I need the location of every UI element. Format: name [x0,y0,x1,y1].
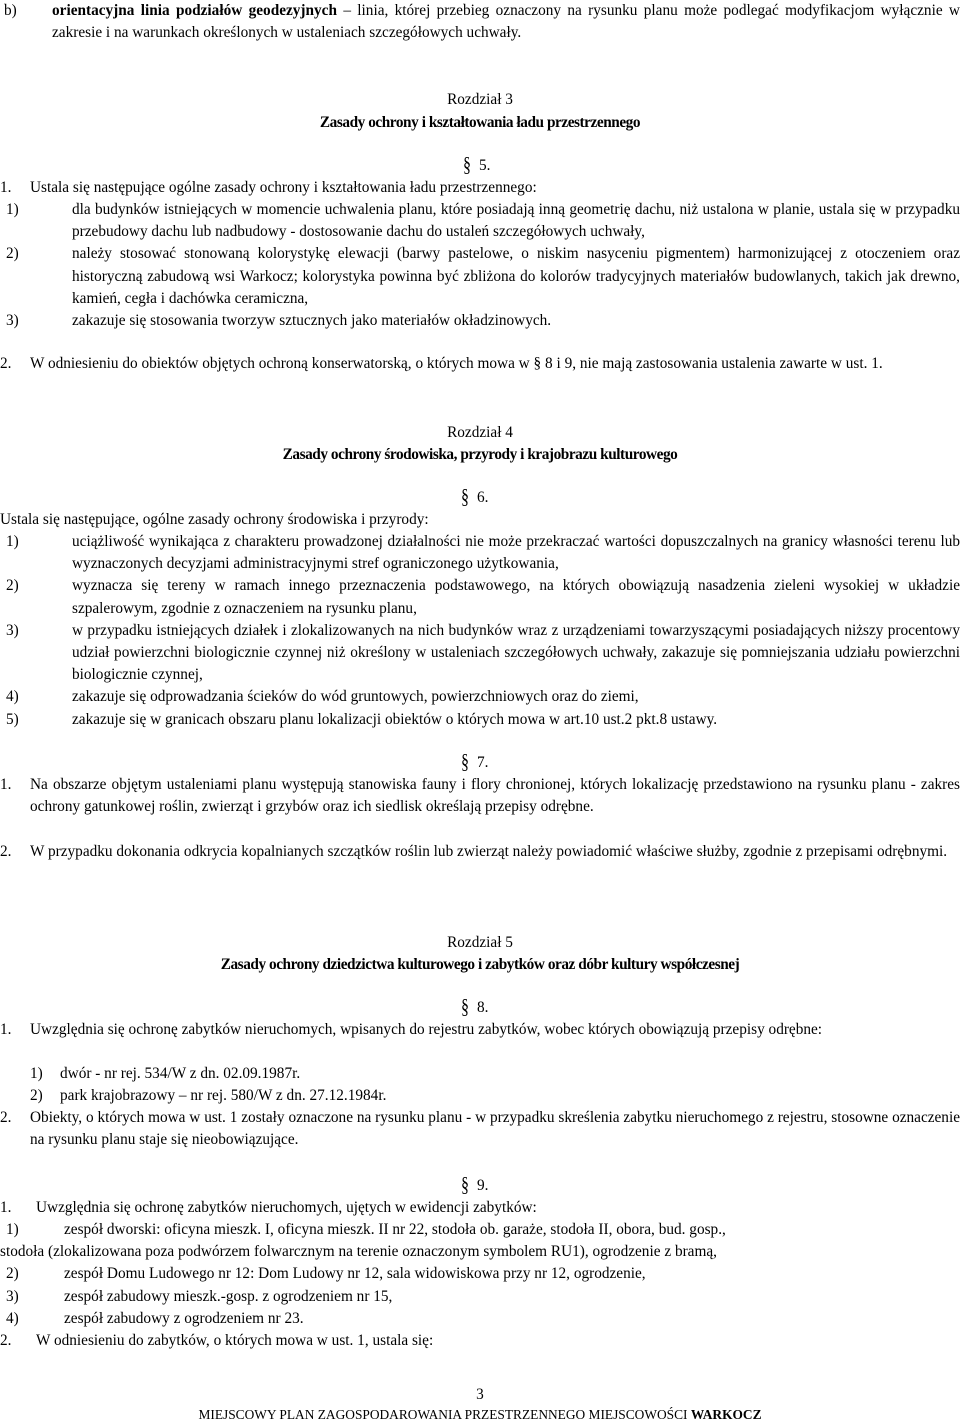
list-item-text: zakazuje się stosowania tworzyw sztucznych jako materiałów okładzinowych. [72,312,552,330]
chapter-4-label: Rozdział 4 [447,424,513,441]
list-item-text: zakazuje się odprowadzania ścieków do wód gruntowych, powierzchniowych oraz do ziemi, [72,688,639,706]
section-7-heading [461,752,521,774]
list-item [0,686,960,708]
section-5-heading [463,155,523,177]
page-number: 3 [476,1386,484,1403]
section-6-list [0,531,960,731]
section-9-p1 [0,1197,960,1219]
section-number: 9. [477,1177,489,1194]
item-body: – linia, której przebieg oznaczony na rysunku planu może podlegać modyfikacjom wyłącznie w zakresie i na warunkach określonych w ustaleniach szczegółowych uchwały. [52,2,960,42]
list-item-number: 2) [30,1087,43,1105]
paragraph-text: Na obszarze objętym ustaleniami planu występują stanowiska fauny i flory chronionej, których lokalizację przedstawiono na rysunku planu - zakres ochrony gatunkowej roślin, zwierząt i grzybów oraz ich siedlisk określają przepisy odrębne. [30,776,960,816]
paragraph-number: 2. [0,1332,12,1349]
list-item [0,531,960,575]
footer-place-name: WARKOCZ [690,1407,762,1422]
bold-term: orientacyjna linia podziałów geodezyjnych [52,2,337,19]
list-item [0,1219,960,1241]
paragraph-number: 1. [0,1199,12,1216]
paragraph-number: 1. [0,1021,12,1038]
chapter-5-label: Rozdział 5 [447,934,513,951]
list-item [0,709,960,731]
paragraph-number: 2. [0,355,12,372]
section-5-p2 [0,353,960,375]
list-item [0,1263,960,1285]
list-item-number: 2) [6,245,19,263]
list-item-text: należy stosować stonowaną kolorystykę elewacji (barwy pastelowe, o niskim nasyceniu pigmentem) harmonizującej z otoczeniem oraz historyczną zabudową wsi Warkocz; kolorystyka powinna być zbliżona do kolorów tradycyjnych materiałów budowlanych, takich jak drewno, kamień, cegła i dachówka ceramiczna, [72,245,960,307]
section-7-p2 [0,841,960,863]
section-5-list [0,199,960,332]
section-number: 6. [477,489,489,506]
section-symbol: § [461,995,469,1019]
list-item-text: zespół dworski: oficyna mieszk. I, oficyna mieszk. II nr 22, stodoła ob. garaże, stodoła II, obora, bud. gosp., [64,1221,726,1238]
list-item-text: zespół zabudowy z ogrodzeniem nr 23. [64,1309,304,1327]
list-item-text: zespół Domu Ludowego nr 12: Dom Ludowy nr 12, sala widowiskowa przy nr 12, ogrodzenie, [64,1265,646,1283]
list-item [0,1063,960,1085]
section-9-p2 [0,1330,960,1352]
section-7-p1 [0,774,960,818]
chapter-3-title: Zasady ochrony i kształtowania ładu przestrzennego [319,114,641,131]
list-item-text: wyznacza się tereny w ramach innego przeznaczenia podstawowego, na których obowiązują nasadzenia zieleni wysokiej w układzie szpalerowym, zgodnie z oznaczeniem na rysunku planu, [72,577,960,617]
list-item [0,620,960,687]
list-item-number: 1) [6,1221,19,1238]
section-5-p1 [0,177,960,199]
section-symbol: § [461,485,469,509]
list-item [0,1085,960,1107]
list-item-number: 4) [6,1309,19,1327]
item-text [34,0,960,44]
section-8-heading [461,997,521,1019]
list-item-text: zakazuje się w granicach obszaru planu lokalizacji obiektów o których mowa w art.10 ust.2 pkt.8 ustawy. [72,710,718,728]
list-item-text: zespół zabudowy mieszk.-gosp. z ogrodzeniem nr 15, [64,1287,393,1305]
section-number: 8. [477,999,489,1016]
paragraph-text: Ustala się następujące ogólne zasady ochrony i kształtowania ładu przestrzennego: [30,179,537,196]
list-item [0,199,960,243]
section-8-p2 [0,1107,960,1151]
section-9-heading [461,1175,521,1197]
section-6-heading [461,487,521,509]
list-item-number: 1) [6,533,19,550]
list-item-number: 2) [6,577,19,595]
list-item-number: 3) [6,621,19,639]
section-number: 7. [477,754,489,771]
list-item-number: 2) [6,1265,19,1283]
list-item-number: 1) [6,201,19,218]
list-item [0,310,960,332]
paragraph-text: W odniesieniu do zabytków, o których mowa w ust. 1, ustala się: [36,1332,434,1349]
chapter-5-title: Zasady ochrony dziedzictwa kulturowego i zabytków oraz dóbr kultury współczesnej [220,956,740,973]
paragraph-number: 2. [0,843,12,860]
list-item [0,575,960,619]
paragraph-text: Obiekty, o których mowa w ust. 1 zostały oznaczone na rysunku planu - w przypadku skreślenia zabytku nieruchomego z rejestru, stosowne oznaczenie na rysunku planu staje się nieobowiązujące. [30,1109,960,1149]
item-number: b) [4,2,17,19]
paragraph-text: W przypadku dokonania odkrycia kopalnianych szczątków roślin lub zwierząt należy powiadomić właściwe służby, zgodnie z przepisami odrębnymi. [30,843,948,860]
footer-text: MIEJSCOWY PLAN ZAGOSPODAROWANIA PRZESTRZENNEGO MIEJSCOWOŚCI [198,1407,691,1422]
paragraph-number: 1. [0,776,12,793]
list-item-text: dwór - nr rej. 534/W z dn. 02.09.1987r. [60,1065,301,1082]
paragraph-text: Uwzględnia się ochronę zabytków nieruchomych, ujętych w ewidencji zabytków: [36,1199,537,1216]
section-symbol: § [461,750,469,774]
chapter-3-label: Rozdział 3 [447,91,513,108]
list-item-number: 5) [6,710,19,728]
list-item-number: 3) [6,1287,19,1305]
list-item [0,1286,960,1308]
list-item-number: 3) [6,312,19,330]
list-item-text: park krajobrazowy – nr rej. 580/W z dn. 27.12.1984r. [60,1087,387,1105]
list-item-number: 1) [30,1065,43,1082]
paragraph-text: Uwzględnia się ochronę zabytków nieruchomych, wpisanych do rejestru zabytków, wobec których obowiązują przepisy odrębne: [30,1021,823,1038]
list-item-text: dla budynków istniejących w momencie uchwalenia planu, które posiadają inną geometrię dachu, niż ustalona w planie, ustala się w przypadku przebudowy dachu lub nadbudowy - dostosowanie dachu do ustaleń szczegółowych uchwały, [72,201,960,241]
list-item-number: 4) [6,688,19,706]
section-8-list [0,1063,960,1107]
section-symbol: § [463,153,471,177]
list-item [0,243,960,310]
intro-item-b [0,0,960,44]
section-9-list [0,1219,960,1330]
list-item-text: w przypadku istniejących działek i zlokalizowanych na nich budynków wraz z urządzeniami towarzyszącymi posiadających niższy procentowy udział powierzchni biologicznie czynnej niż określony w ustaleniach szczegółowych uchwały, zakazuje się pomniejszania udziału powierzchni biologicznie czynnej, [72,621,960,684]
section-8-p1 [0,1019,960,1041]
paragraph-number: 1. [0,179,12,196]
list-item [0,1308,960,1330]
section-symbol: § [461,1173,469,1197]
list-item-continuation: stodoła (zlokalizowana poza podwórzem folwarcznym na terenie oznaczonym symbolem RU1), ogrodzenie z bramą, [0,1243,717,1261]
paragraph-text: W odniesieniu do obiektów objętych ochroną konserwatorską, o których mowa w § 8 i 9, nie mają zastosowania ustalenia zawarte w ust. 1. [30,355,883,372]
paragraph-number: 2. [0,1109,12,1126]
chapter-4-title: Zasady ochrony środowiska, przyrody i krajobrazu kulturowego [282,446,678,463]
list-item-text: uciążliwość wynikająca z charakteru prowadzonej działalności nie może przekraczać wartości dopuszczalnych na granicy własności terenu lub wyznaczonych decyzjami administracyjnymi stref ograniczonego użytkowania, [72,533,960,573]
section-6-lead: Ustala się następujące, ogólne zasady ochrony środowiska i przyrody: [0,511,429,528]
section-number: 5. [479,157,491,174]
